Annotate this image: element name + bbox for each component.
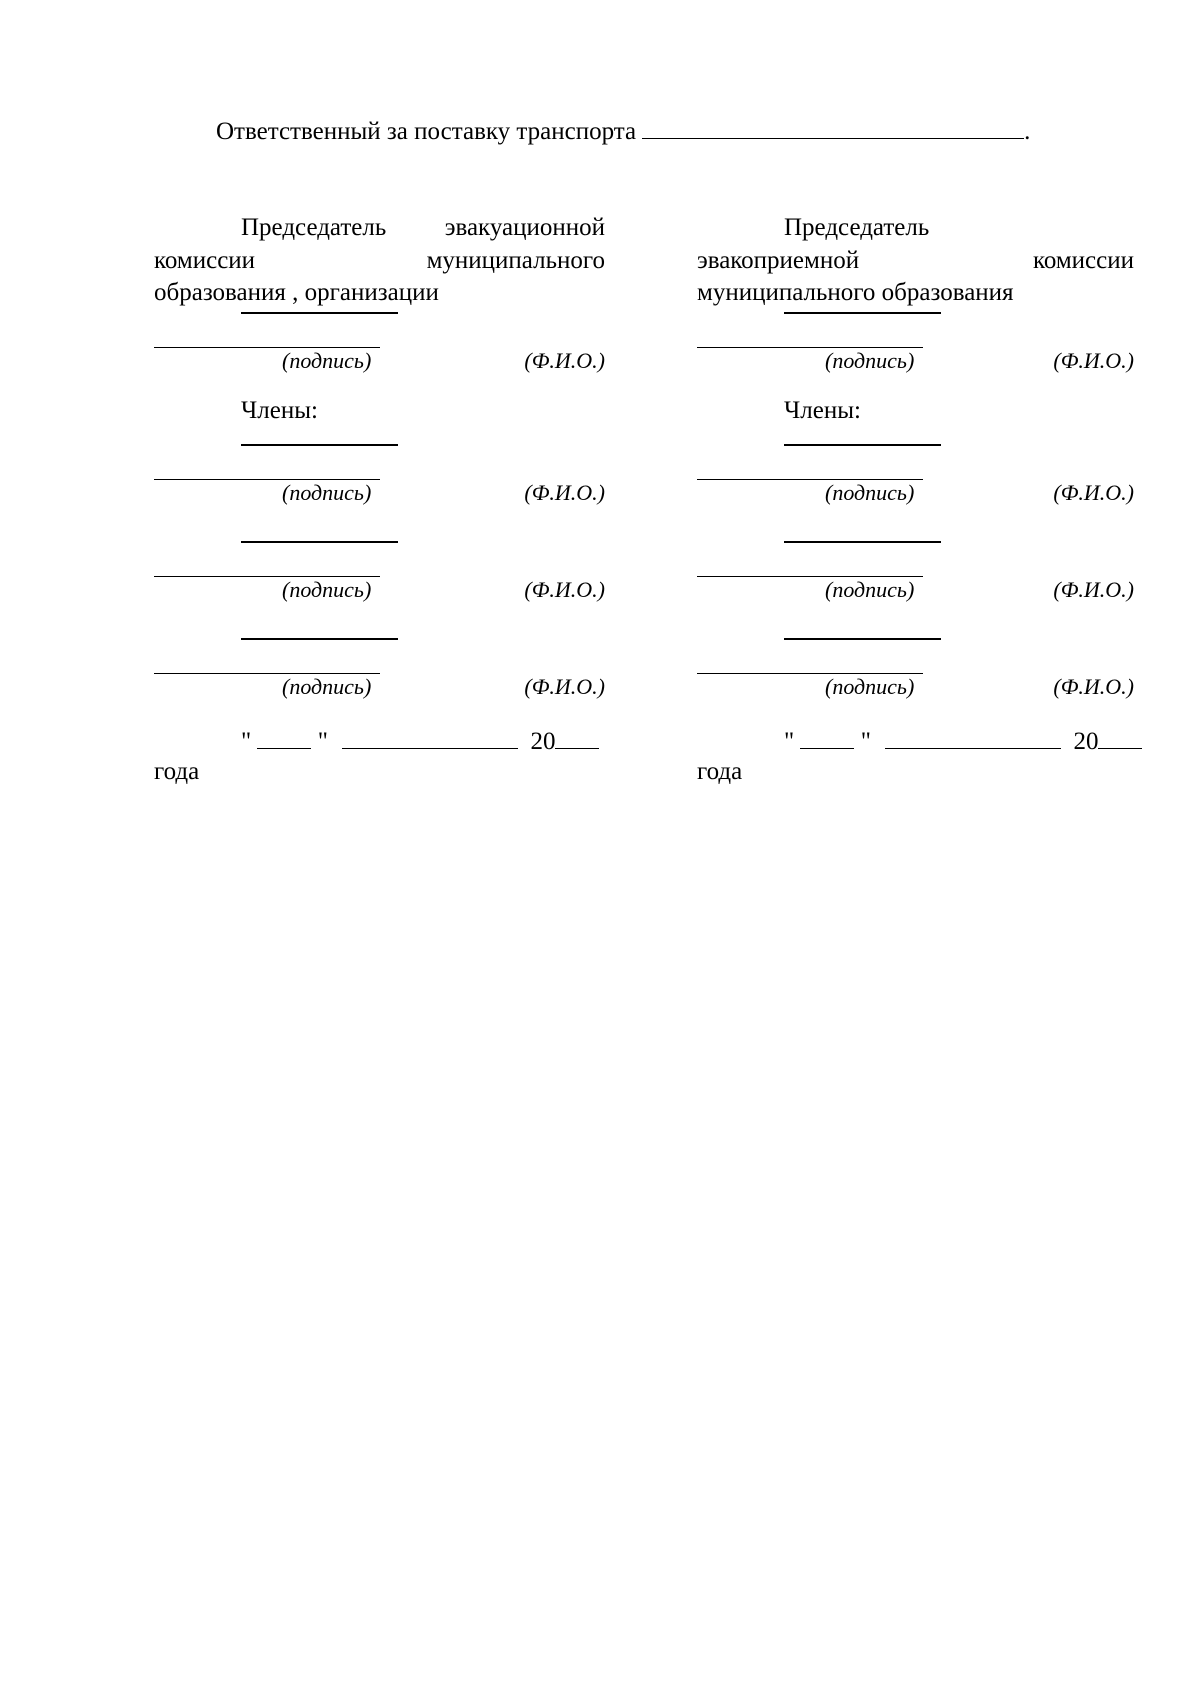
member3-signature-labels	[154, 674, 605, 700]
chairman-blank-short[interactable]	[241, 312, 398, 314]
name-label: (Ф.И.О.)	[524, 674, 605, 699]
member2-blank-short[interactable]	[784, 541, 941, 543]
year-word: года	[697, 758, 743, 785]
member1-blank-short[interactable]	[241, 444, 398, 446]
signature-label: (подпись)	[282, 480, 372, 505]
member2-signature-labels	[154, 577, 605, 603]
signature-label: (подпись)	[282, 348, 372, 373]
left-heading-word: комиссии	[154, 246, 256, 274]
member1-signature-labels	[697, 480, 1134, 506]
day-blank[interactable]	[257, 726, 311, 749]
signature-label: (подпись)	[825, 674, 915, 699]
day-blank[interactable]	[800, 726, 854, 749]
chairman-signature-labels	[697, 348, 1134, 374]
member1-signature-labels	[154, 480, 605, 506]
name-label: (Ф.И.О.)	[524, 577, 605, 602]
year-blank[interactable]	[555, 726, 599, 749]
left-heading-line3: образования , организации	[154, 279, 439, 306]
name-label: (Ф.И.О.)	[1053, 348, 1134, 373]
evacuation-commission-block	[154, 212, 605, 787]
year-prefix: 20	[530, 728, 556, 755]
member3-blank-short[interactable]	[241, 638, 398, 640]
member2-blank-short[interactable]	[241, 541, 398, 543]
responsible-label: Ответственный за поставку транспорта	[216, 118, 637, 145]
right-heading-word: комиссии	[1032, 246, 1134, 274]
left-heading-word: муниципального	[426, 246, 605, 274]
quote-close: "	[317, 728, 328, 755]
quote-open: "	[784, 728, 795, 755]
chairman-signature-labels	[154, 348, 605, 374]
year-prefix: 20	[1073, 728, 1099, 755]
quote-open: "	[241, 728, 252, 755]
year-blank[interactable]	[1098, 726, 1142, 749]
responsible-line	[216, 114, 1030, 149]
date-line	[697, 726, 1134, 757]
members-label: Члены:	[784, 397, 861, 424]
responsible-blank[interactable]	[642, 114, 1024, 139]
signature-label: (подпись)	[825, 348, 915, 373]
date-line	[154, 726, 605, 757]
right-heading-word: эвакоприемной	[697, 246, 860, 274]
name-label: (Ф.И.О.)	[524, 348, 605, 373]
year-word: года	[154, 758, 200, 785]
signature-label: (подпись)	[282, 674, 372, 699]
members-label: Члены:	[241, 397, 318, 424]
right-heading	[697, 212, 1134, 310]
member3-blank-short[interactable]	[784, 638, 941, 640]
right-heading-line1: Председатель	[784, 214, 930, 241]
signature-label: (подпись)	[825, 480, 915, 505]
member1-blank-short[interactable]	[784, 444, 941, 446]
signature-label: (подпись)	[825, 577, 915, 602]
left-heading-word: Председатель	[241, 214, 387, 241]
name-label: (Ф.И.О.)	[1053, 674, 1134, 699]
right-heading-line3: муниципального образования	[697, 279, 1014, 306]
name-label: (Ф.И.О.)	[1053, 480, 1134, 505]
month-blank[interactable]	[342, 726, 518, 749]
month-blank[interactable]	[885, 726, 1061, 749]
name-label: (Ф.И.О.)	[1053, 577, 1134, 602]
responsible-end-mark: .	[1024, 118, 1031, 145]
chairman-blank-short[interactable]	[784, 312, 941, 314]
member3-signature-labels	[697, 674, 1134, 700]
name-label: (Ф.И.О.)	[524, 480, 605, 505]
left-heading-word: эвакуационной	[444, 214, 605, 241]
signature-label: (подпись)	[282, 577, 372, 602]
quote-close: "	[860, 728, 871, 755]
member2-signature-labels	[697, 577, 1134, 603]
left-heading	[154, 212, 605, 310]
reception-commission-block	[697, 212, 1134, 787]
